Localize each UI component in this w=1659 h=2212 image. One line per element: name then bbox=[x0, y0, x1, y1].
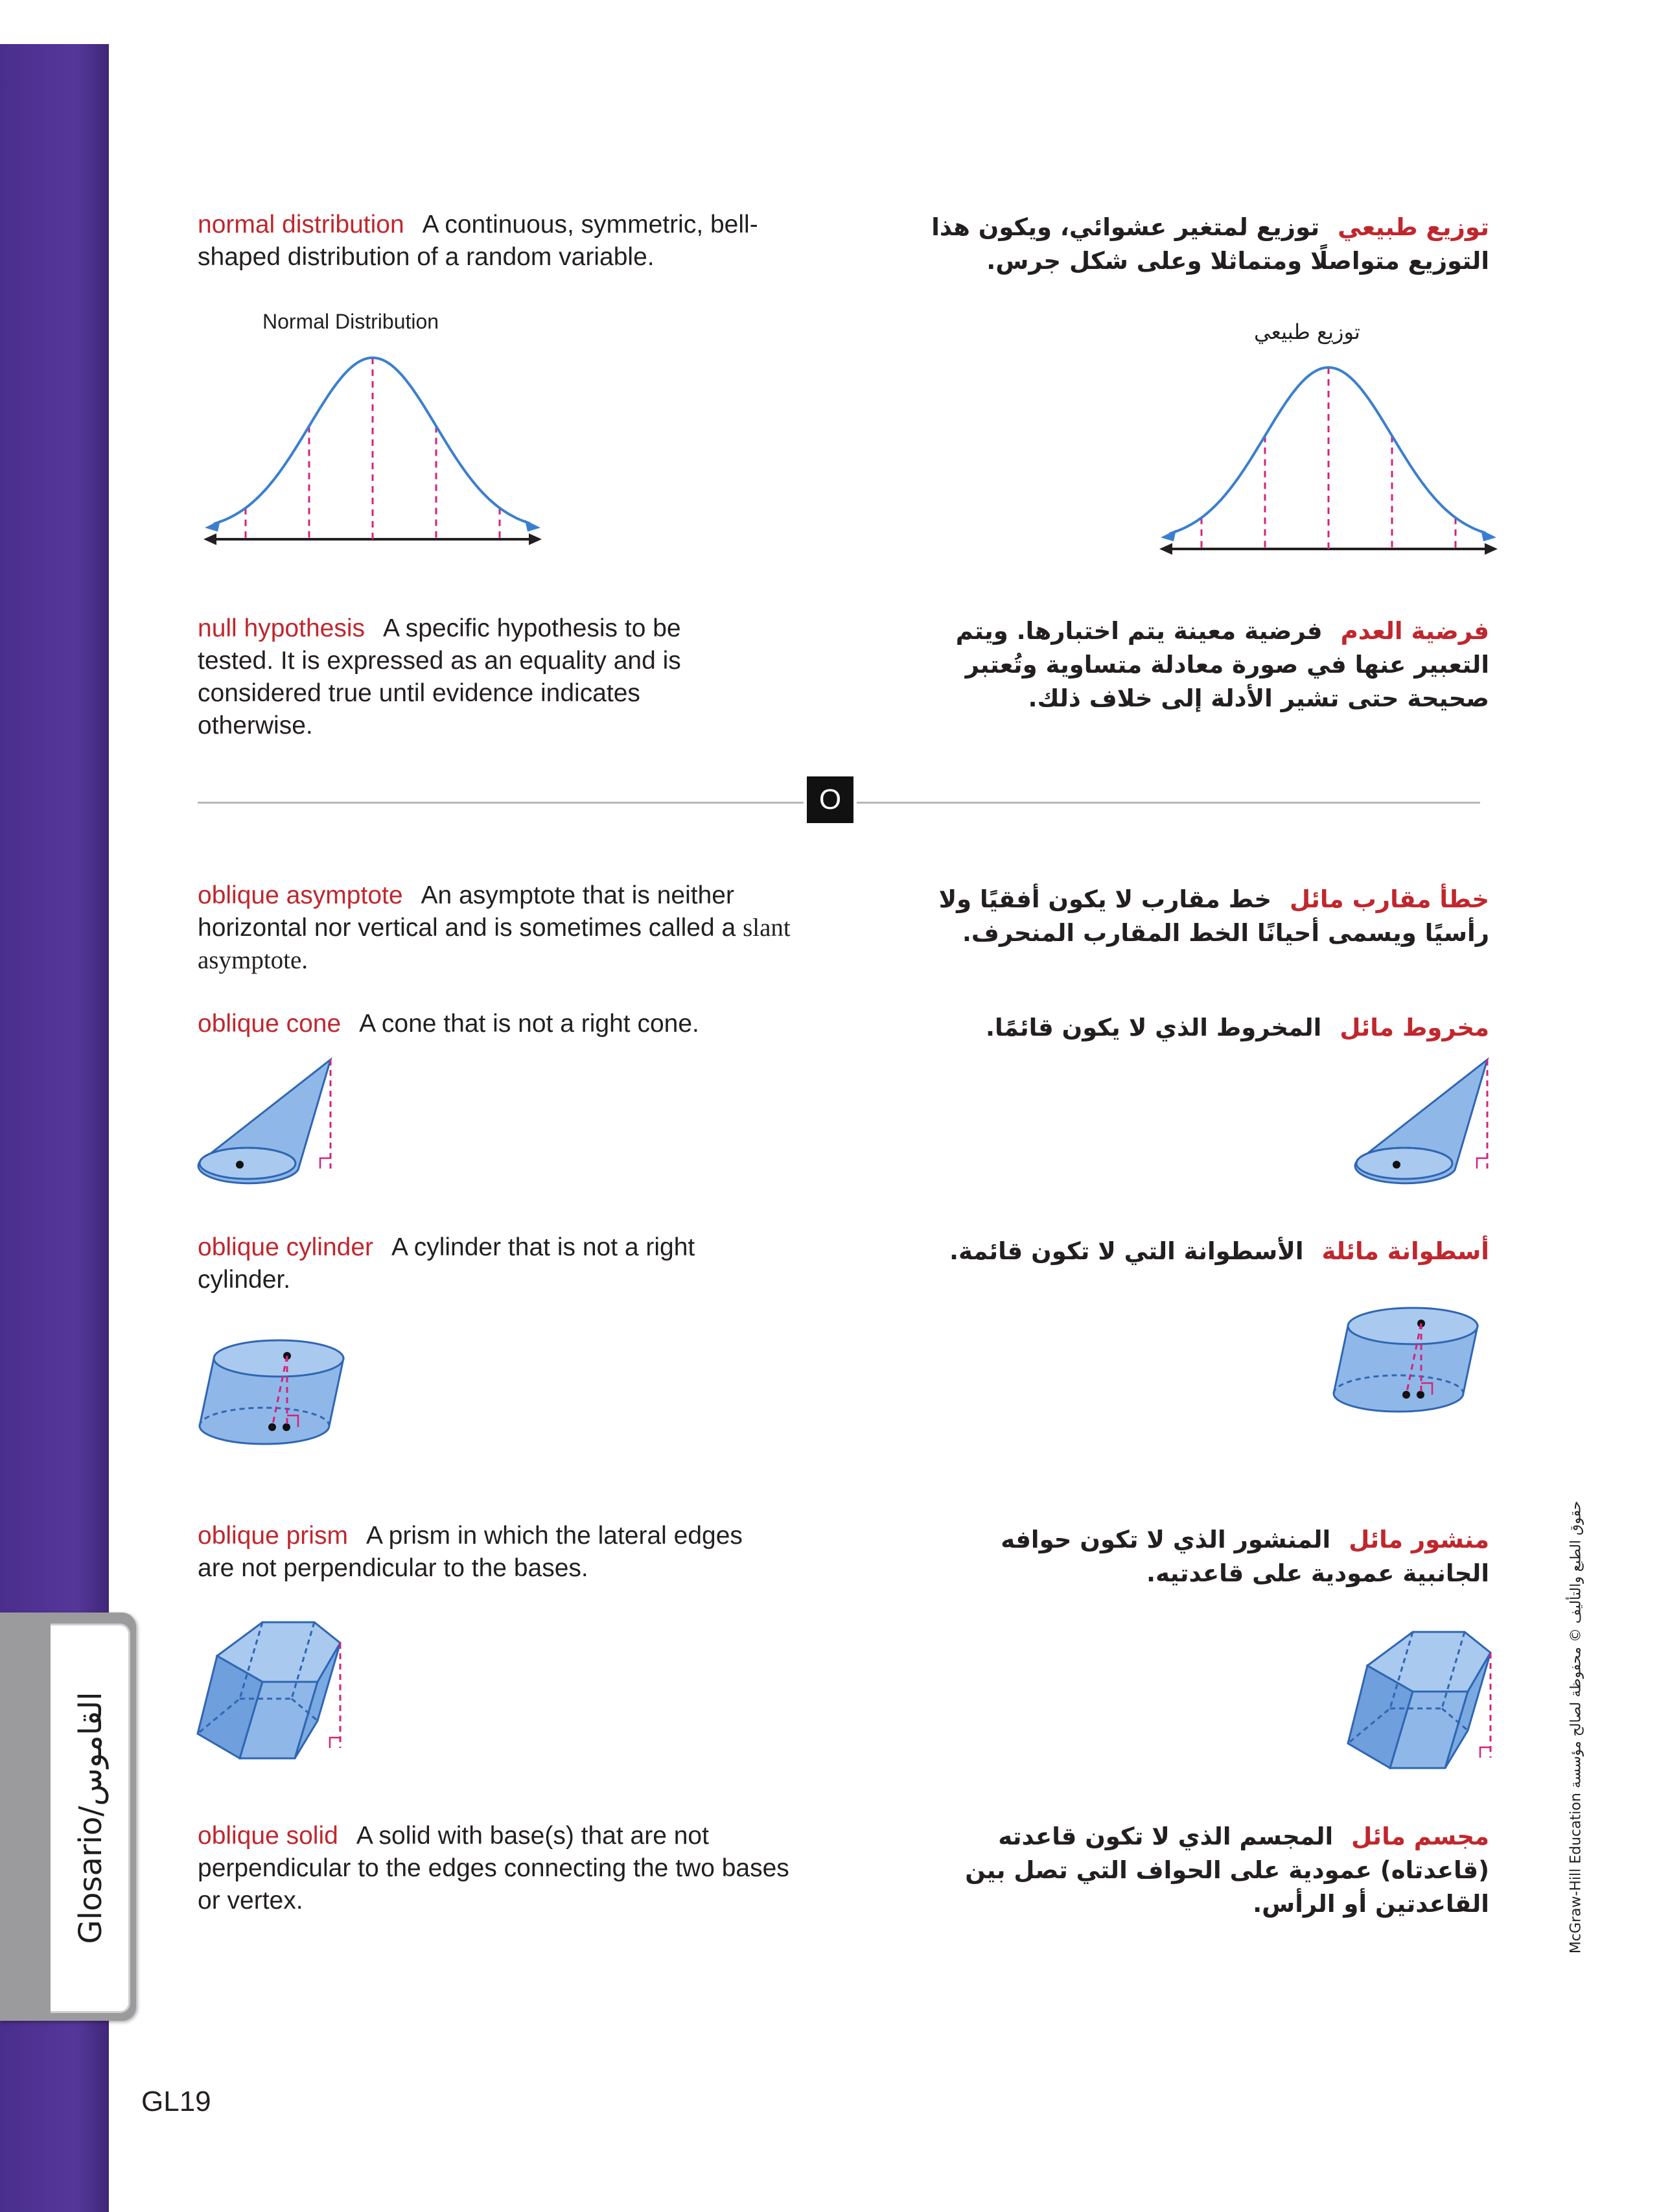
curve-arrow-right bbox=[1481, 530, 1496, 541]
entry-oblique-solid-en bbox=[198, 1820, 800, 1917]
entry-oblique-prism-en bbox=[198, 1520, 781, 1585]
entry-null-hypothesis-en bbox=[198, 612, 755, 742]
axis-arrow-right bbox=[1485, 543, 1498, 555]
curve-arrow-right bbox=[525, 520, 540, 531]
definition-oblique-cone-ar: المخروط الذي لا يكون قائمًا. bbox=[985, 1014, 1322, 1042]
entry-oblique-cone-en bbox=[198, 1008, 813, 1040]
term-oblique-asymptote: oblique asymptote bbox=[198, 881, 403, 909]
section-divider-right bbox=[857, 802, 1480, 804]
section-letter-badge: O bbox=[807, 776, 853, 823]
axis-arrow-left bbox=[203, 533, 216, 545]
term-oblique-cone-ar: مخروط مائل bbox=[1340, 1014, 1489, 1042]
definition-normal-distribution-ar: توزيع لمتغير عشوائي، ويكون هذا التوزيع متواصلًا ومتماثلا وعلى شكل جرس. bbox=[931, 213, 1489, 275]
definition-normal-distribution: A continuous, symmetric, bell-shaped distribution of a random variable. bbox=[198, 211, 758, 271]
copyright-notice: حقوق الطبع والتأليف © محفوظة لصالح مؤسسة McGraw-Hill Education bbox=[1568, 1500, 1584, 1954]
entry-normal-distribution-ar bbox=[919, 211, 1489, 278]
bell-curve-en bbox=[203, 358, 542, 545]
term-oblique-cylinder: oblique cylinder bbox=[198, 1233, 374, 1261]
axis-arrow-right bbox=[529, 533, 542, 545]
term-normal-distribution: normal distribution bbox=[198, 211, 404, 239]
term-null-hypothesis-ar: فرضية العدم bbox=[1340, 617, 1489, 645]
term-oblique-solid: oblique solid bbox=[198, 1822, 338, 1850]
oblique-prism-figure-en bbox=[198, 1617, 353, 1773]
definition-oblique-solid-ar: المجسم الذي لا تكون قاعدته (قاعدتاه) عمودية على الحواف التي تصل بين القاعدتين أو الرأس. bbox=[965, 1822, 1489, 1918]
chart-title-en: Normal Distribution bbox=[262, 310, 439, 333]
curve-arrow-left bbox=[205, 520, 220, 531]
oblique-cone-figure-en bbox=[194, 1053, 350, 1189]
term-normal-distribution-ar: توزيع طبيعي bbox=[1338, 213, 1489, 241]
definition-oblique-prism: A prism in which the lateral edges are not perpendicular to the bases. bbox=[198, 1522, 743, 1582]
entry-oblique-prism-ar bbox=[938, 1523, 1489, 1590]
term-oblique-solid-ar: مجسم مائل bbox=[1351, 1822, 1489, 1850]
glossary-tab-label: Glosario/القاموس bbox=[73, 1692, 109, 1944]
oblique-cylinder-figure-ar bbox=[1328, 1296, 1497, 1426]
definition-oblique-prism-ar: المنشور الذي لا تكون حوافه الجانبية عمودية على قاعدتيه. bbox=[1001, 1526, 1489, 1587]
entry-oblique-cone-ar bbox=[919, 1011, 1489, 1045]
entry-oblique-asymptote-en bbox=[198, 879, 807, 977]
bell-curve-ar bbox=[1159, 367, 1498, 555]
entry-normal-distribution-en bbox=[198, 209, 813, 274]
definition-oblique-cone: A cone that is not a right cone. bbox=[359, 1010, 699, 1038]
definition-oblique-asymptote: An asymptote that is neither horizontal nor vertical and is sometimes called a bbox=[198, 881, 736, 942]
term-oblique-cylinder-ar: أسطوانة مائلة bbox=[1321, 1237, 1489, 1265]
term-oblique-cone: oblique cone bbox=[198, 1010, 342, 1038]
definition-oblique-cylinder: A cylinder that is not a right cylinder. bbox=[198, 1233, 695, 1294]
curve-arrow-left bbox=[1161, 530, 1176, 541]
entry-oblique-cylinder-en bbox=[198, 1231, 781, 1296]
definition-null-hypothesis: A specific hypothesis to be tested. It is expressed as an equality and is considered true until evidence indicates otherwise. bbox=[198, 614, 681, 739]
chart-title-ar: توزيع طبيعي bbox=[1254, 320, 1360, 344]
page-number: GL19 bbox=[141, 2086, 211, 2117]
definition-oblique-asymptote-ar: خط مقارب لا يكون أفقيًا ولا رأسيًا ويسمى أحيانًا الخط المقارب المنحرف. bbox=[938, 885, 1489, 947]
oblique-cone-figure-ar bbox=[1351, 1053, 1507, 1189]
term-oblique-prism-ar: منشور مائل bbox=[1349, 1526, 1489, 1554]
definition-oblique-solid: A solid with base(s) that are not perpendicular to the edges connecting the two bases or vertex. bbox=[198, 1822, 789, 1915]
section-divider-left bbox=[198, 802, 804, 804]
definition-oblique-cylinder-ar: الأسطوانة التي لا تكون قائمة. bbox=[949, 1237, 1304, 1265]
term-null-hypothesis: null hypothesis bbox=[198, 614, 365, 642]
entry-oblique-cylinder-ar bbox=[919, 1235, 1489, 1268]
cone-center-dot bbox=[236, 1161, 244, 1169]
term-oblique-prism: oblique prism bbox=[198, 1522, 348, 1550]
normal-distribution-chart-en bbox=[198, 337, 548, 557]
entry-null-hypothesis-ar bbox=[938, 614, 1489, 716]
oblique-prism-figure-ar bbox=[1348, 1627, 1503, 1782]
axis-arrow-left bbox=[1159, 543, 1172, 555]
entry-oblique-solid-ar bbox=[932, 1820, 1489, 1921]
normal-distribution-chart-ar bbox=[1154, 347, 1503, 567]
definition-oblique-asymptote-tail: slant asymptote. bbox=[198, 914, 791, 974]
term-oblique-asymptote-ar: خطأ مقارب مائل bbox=[1290, 885, 1489, 913]
entry-oblique-asymptote-ar bbox=[932, 883, 1489, 950]
oblique-cylinder-figure-en bbox=[194, 1329, 363, 1458]
definition-null-hypothesis-ar: فرضية معينة يتم اختبارها. ويتم التعبير عنها في صورة معادلة متساوية وتُعتبر صحيحة حتى تشير الأدلة إلى خلاف ذلك. bbox=[955, 617, 1489, 712]
